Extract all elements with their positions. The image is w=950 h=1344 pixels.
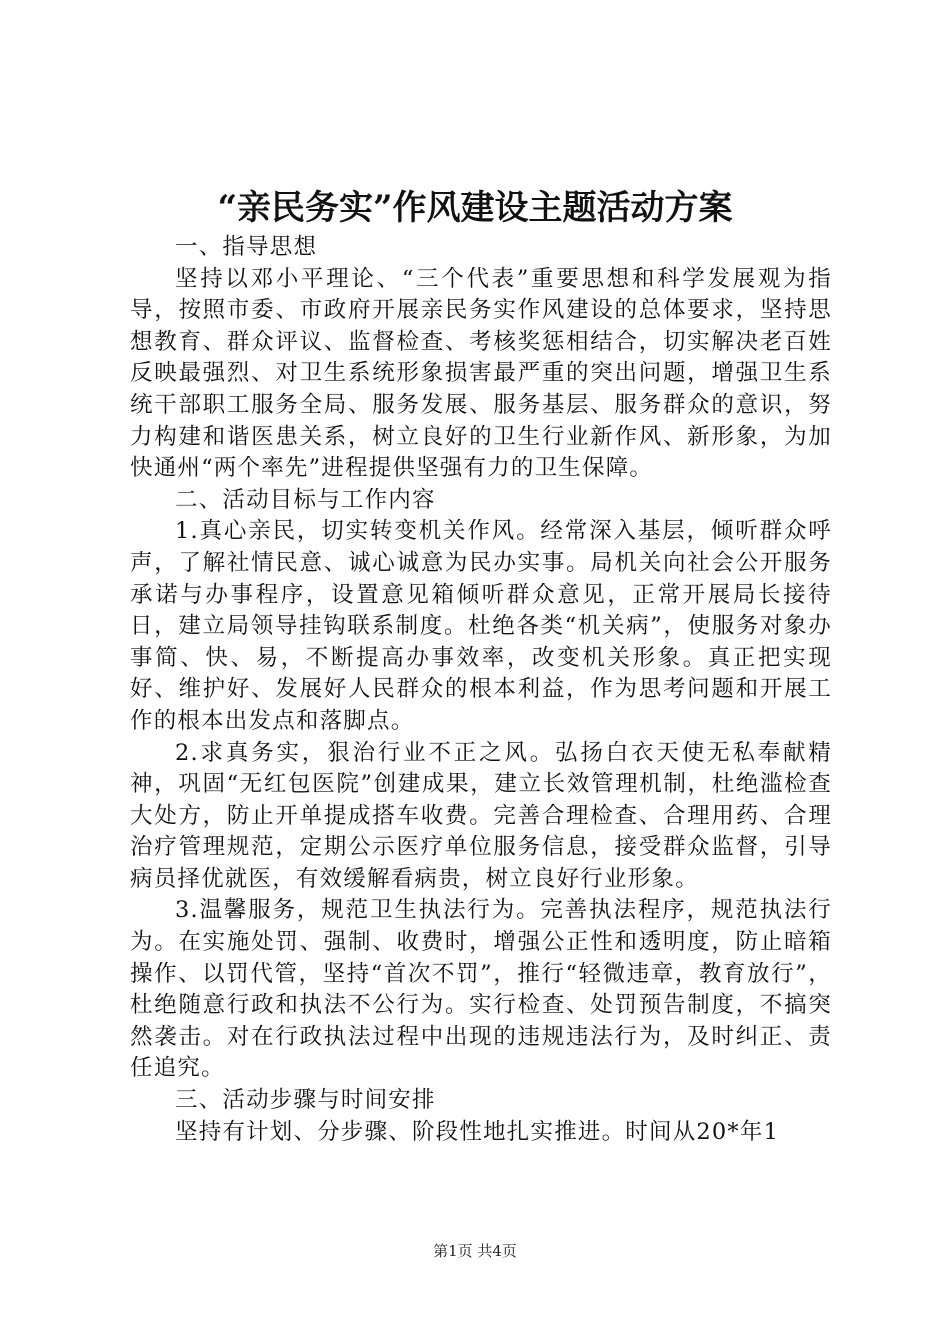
page-footer: 第1页 共4页 — [433, 1242, 517, 1260]
document-title: “亲民务实”作风建设主题活动方案 — [217, 188, 733, 228]
paragraph-goal-3: 3.温馨服务，规范卫生执法行为。完善执法程序，规范执法行为。在实施处罚、强制、收费时，增强公正性和透明度，防止暗箱操作、以罚代管，坚持“首次不罚”，推行“轻微违章，教育放行”，杜绝随意行政和执法不公行为。实行检查、处罚预告制度，不搞突然袭击。对在行政执法过程中出现的违规违法行为，及时纠正、责任追究。 — [130, 897, 832, 1082]
section-heading-steps-and-schedule: 三、活动步骤与时间安排 — [175, 1087, 436, 1114]
section-heading-goals-and-content: 二、活动目标与工作内容 — [175, 486, 436, 513]
section-heading-guiding-ideology: 一、指导思想 — [175, 234, 318, 260]
paragraph-goal-2: 2.求真务实，狠治行业不正之风。弘扬白衣天使无私奉献精神，巩固“无红包医院”创建成果，建立长效管理机制，杜绝滥检查大处方，防止开单提成搭车收费。完善合理检查、合理用药、合理治疗管理规范，定期公示医疗单位服务信息，接受群众监督，引导病员择优就医，有效缓解看病贵，树立良好行业形象。 — [130, 739, 832, 892]
paragraph-steps: 坚持有计划、分步骤、阶段性地扎实推进。时间从20*年1 — [175, 1118, 780, 1145]
paragraph-goal-1: 1.真心亲民，切实转变机关作风。经常深入基层，倾听群众呼声，了解社情民意、诚心诚意为民办实事。局机关向社会公开服务承诺与办事程序，设置意见箱倾听群众意见，正常开展局长接待日，建立局领导挂钩联系制度。杜绝各类“机关病”，使服务对象办事简、快、易，不断提高办事效率，改变机关形象。真正把实现好、维护好、发展好人民群众的根本利益，作为思考问题和开展工作的根本出发点和落脚点。 — [130, 518, 832, 734]
document-body — [130, 232, 832, 1148]
paragraph-guiding-ideology: 坚持以邓小平理论、“三个代表”重要思想和科学发展观为指导，按照市委、市政府开展亲民务实作风建设的总体要求，坚持思想教育、群众评议、监督检查、考核奖惩相结合，切实解决老百姓反映最强烈、对卫生系统形象损害最严重的突出问题，增强卫生系统干部职工服务全局、服务发展、服务基层、服务群众的意识，努力构建和谐医患关系，树立良好的卫生行业新作风、新形象，为加快通州“两个率先”进程提供坚强有力的卫生保障。 — [130, 265, 832, 482]
